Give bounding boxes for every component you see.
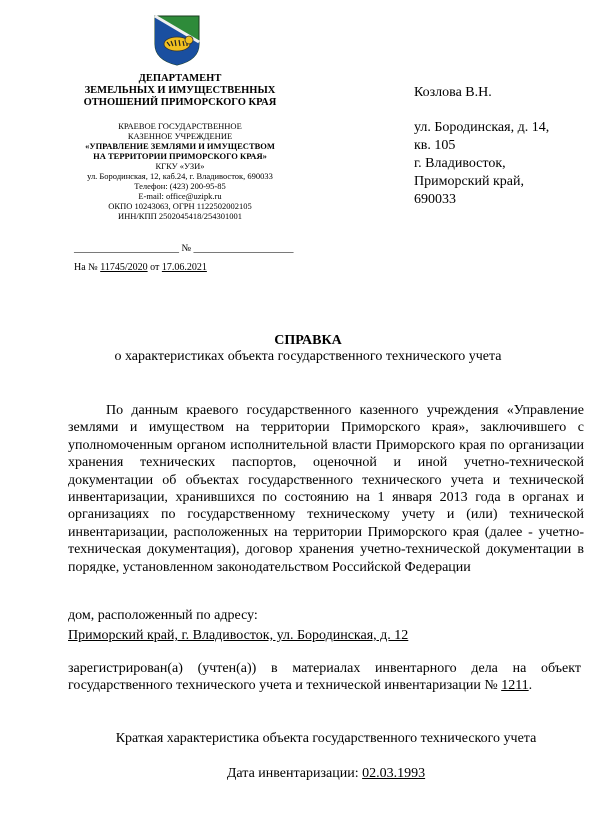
institution-short-name: КГКУ «УЗИ» bbox=[155, 161, 205, 171]
institution-inn: ИНН/КПП 2502045418/254301001 bbox=[118, 211, 242, 221]
inventory-date: 02.03.1993 bbox=[362, 766, 426, 781]
outgoing-number-line bbox=[74, 244, 294, 254]
recipient-address-line-4: Приморский край, bbox=[414, 174, 524, 189]
department-line-2: ЗЕМЕЛЬНЫХ И ИМУЩЕСТВЕННЫХ bbox=[84, 85, 276, 96]
number-sign: № bbox=[181, 243, 192, 254]
registered-text: зарегистрирован(а) (учтен(а)) в материалах инвентарного дела на объект государственного технического учета и технической инвентаризации № bbox=[68, 661, 581, 694]
institution-email: E-mail: office@uzipk.ru bbox=[138, 191, 222, 201]
institution-line-4: НА ТЕРРИТОРИИ ПРИМОРСКОГО КРАЯ» bbox=[93, 151, 267, 161]
recipient-address-line-2: кв. 105 bbox=[414, 138, 456, 153]
brief-characteristics-title: Краткая характеристика объекта государственного технического учета bbox=[115, 731, 537, 746]
institution-line-3: «УПРАВЛЕНИЕ ЗЕМЛЯМИ И ИМУЩЕСТВОМ bbox=[85, 141, 275, 151]
institution-address: ул. Бородинская, 12, каб.24, г. Владивосток, 690033 bbox=[87, 171, 273, 181]
incoming-prefix: На № bbox=[74, 262, 98, 273]
incoming-ot: от bbox=[150, 262, 160, 273]
department-name bbox=[60, 73, 300, 109]
recipient-address bbox=[414, 119, 549, 209]
recipient-name: Козлова В.Н. bbox=[414, 85, 492, 100]
inventory-date-label: Дата инвентаризации: bbox=[226, 766, 359, 781]
institution-line-2: КАЗЕННОЕ УЧРЕЖДЕНИЕ bbox=[127, 131, 233, 141]
recipient-address-line-1: ул. Бородинская, д. 14, bbox=[414, 120, 550, 135]
coat-of-arms-icon bbox=[153, 14, 201, 66]
incoming-reference bbox=[74, 262, 207, 273]
document-title: СПРАВКА bbox=[274, 333, 342, 348]
outgoing-blank-right: ____________________ bbox=[193, 243, 294, 254]
inventory-date-line bbox=[0, 766, 616, 782]
recipient-address-line-5: 690033 bbox=[414, 192, 456, 207]
outgoing-blank-left: _____________________ bbox=[74, 243, 179, 254]
document-subtitle: о характеристиках объекта государственного технического учета bbox=[114, 349, 502, 364]
main-paragraph: По данным краевого государственного казенного учреждения «Управление землями и имуществом на территории Приморского края», заключившего с уполномоченным органом исполнительной власти Приморского края по организации хранения технических паспортов, оценочной и иной учетно-технической документации об объектах государственного технического учета и технической инвентаризации, хранившихся по состоянию на 1 января 2013 года в органах и организациях по государственному техническому учету и (или) технической инвентаризации, расположенных на территории Приморского края (далее - учетно-техническая документация), договор хранения учетно-технической документации в порядке, установленном законодательством Российской Федерации bbox=[68, 403, 584, 575]
institution-block bbox=[60, 121, 300, 221]
incoming-date: 17.06.2021 bbox=[161, 262, 207, 273]
department-line-1: ДЕПАРТАМЕНТ bbox=[138, 73, 222, 84]
institution-codes: ОКПО 10243063, ОГРН 1122502002105 bbox=[108, 201, 252, 211]
inventory-number: 1211 bbox=[501, 678, 529, 694]
incoming-number: 11745/2020 bbox=[100, 262, 148, 273]
house-address: Приморский край, г. Владивосток, ул. Бородинская, д. 12 bbox=[68, 628, 409, 643]
recipient-address-line-3: г. Владивосток, bbox=[414, 156, 506, 171]
house-label: дом, расположенный по адресу: bbox=[68, 608, 258, 623]
registered-paragraph: зарегистрирован(а) (учтен(а)) в материалах инвентарного дела на объект государственного технического учета и технической инвентаризации № 1211. bbox=[68, 661, 581, 694]
institution-line-1: КРАЕВОЕ ГОСУДАРСТВЕННОЕ bbox=[118, 121, 242, 131]
department-line-3: ОТНОШЕНИЙ ПРИМОРСКОГО КРАЯ bbox=[83, 97, 277, 108]
institution-phone: Телефон: (423) 200-95-85 bbox=[134, 181, 226, 191]
